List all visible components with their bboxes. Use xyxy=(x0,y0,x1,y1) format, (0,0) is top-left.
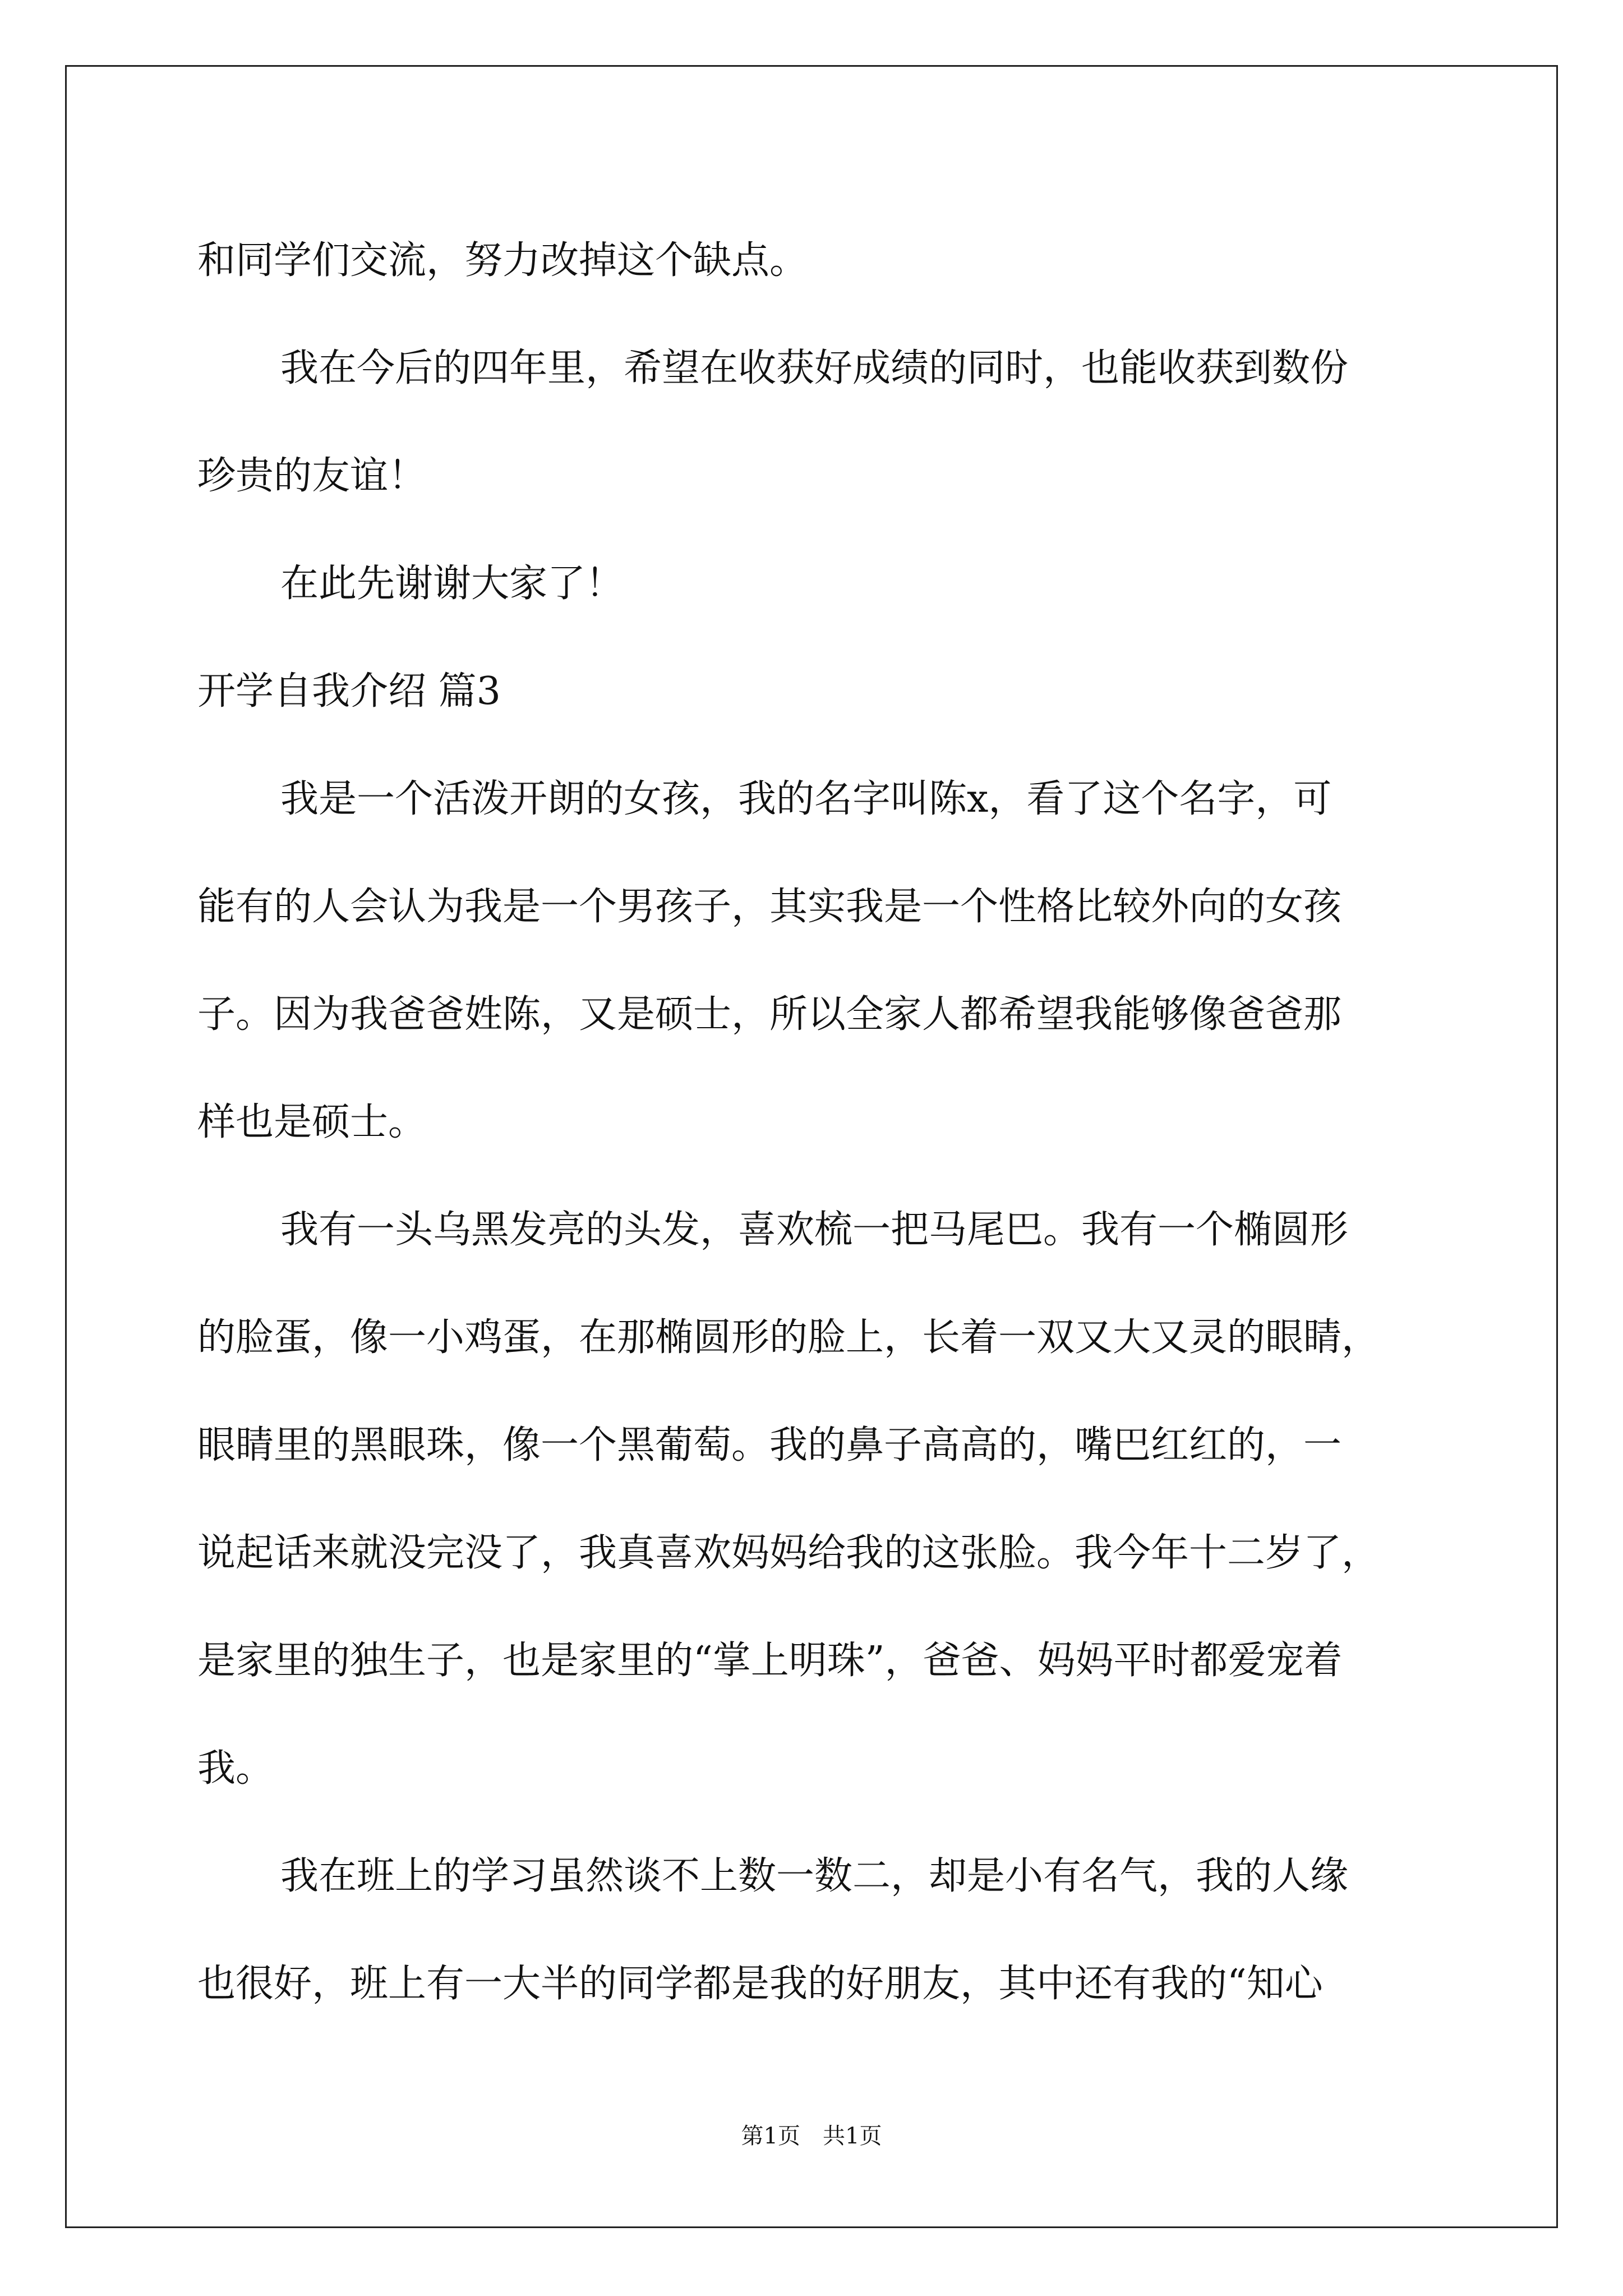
paragraph-line: 子。因为我爸爸姓陈，又是硕士，所以全家人都希望我能够像爸爸那 xyxy=(197,992,1342,1037)
paragraph-line: 说起话来就没完没了，我真喜欢妈妈给我的这张脸。我今年十二岁了， xyxy=(197,1531,1380,1575)
paragraph-line: 在此先谢谢大家了！ xyxy=(280,562,624,606)
paragraph-line: 我在班上的学习虽然谈不上数一数二，却是小有名气，我的人缘 xyxy=(280,1854,1349,1898)
page-indicator: 第1页 共1页 xyxy=(741,2123,882,2149)
paragraph-line: 是家里的独生子，也是家里的“掌上明珠”，爸爸、妈妈平时都爱宠着 xyxy=(197,1639,1343,1683)
paragraph-line: 的脸蛋，像一小鸡蛋，在那椭圆形的脸上，长着一双又大又灵的眼睛， xyxy=(197,1315,1380,1360)
paragraph-line: 我是一个活泼开朗的女孩，我的名字叫陈x，看了这个名字，可 xyxy=(280,777,1332,821)
paragraph-line: 也很好，班上有一大半的同学都是我的好朋友，其中还有我的“知心 xyxy=(197,1962,1323,2006)
paragraph-line: 样也是硕士。 xyxy=(197,1100,427,1144)
paragraph-line: 和同学们交流，努力改掉这个缺点。 xyxy=(197,238,808,283)
paragraph-line: 我有一头乌黑发亮的头发，喜欢梳一把马尾巴。我有一个椭圆形 xyxy=(280,1208,1349,1252)
paragraph-line: 珍贵的友谊！ xyxy=(197,454,427,498)
paragraph-line: 我。 xyxy=(197,1746,274,1791)
section-heading: 开学自我介绍 篇3 xyxy=(197,669,501,714)
paragraph-line: 我在今后的四年里，希望在收获好成绩的同时，也能收获到数份 xyxy=(280,346,1349,390)
paragraph-line: 眼睛里的黑眼珠，像一个黑葡萄。我的鼻子高高的，嘴巴红红的，一 xyxy=(197,1423,1342,1467)
paragraph-line: 能有的人会认为我是一个男孩子，其实我是一个性格比较外向的女孩 xyxy=(197,885,1342,929)
